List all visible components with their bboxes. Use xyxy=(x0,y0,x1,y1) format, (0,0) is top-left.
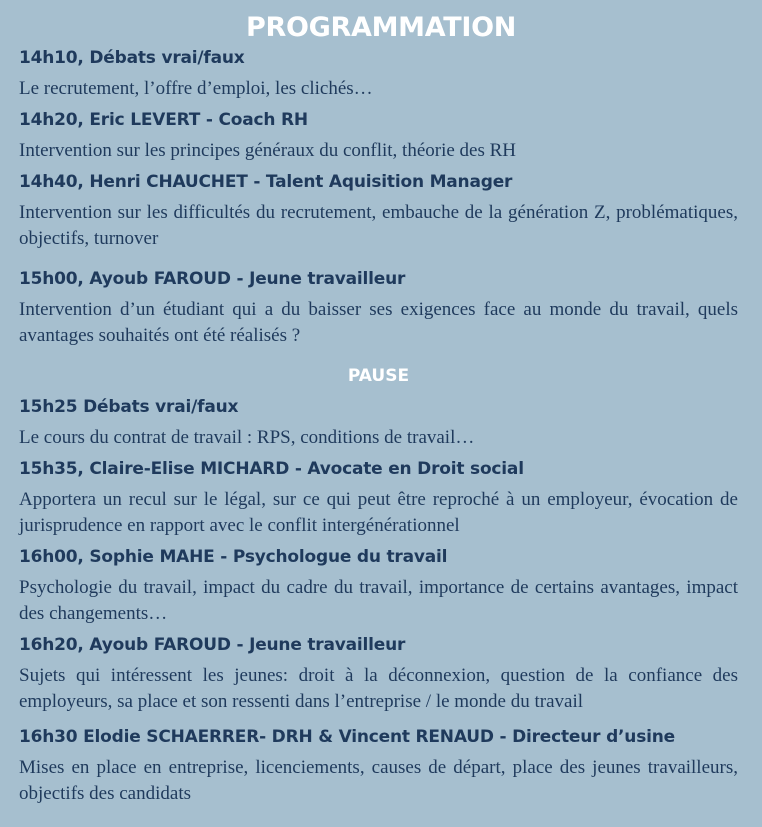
program-item xyxy=(19,634,738,715)
pause-label: PAUSE xyxy=(347,366,410,386)
item-title: 14h40, Henri CHAUCHET - Talent Aquisition Manager xyxy=(19,172,513,192)
item-title: 16h30 Elodie SCHAERRER- DRH & Vincent RENAUD - Directeur d’usine xyxy=(19,727,675,747)
item-title: 15h00, Ayoub FAROUD - Jeune travailleur xyxy=(19,269,406,289)
item-description: Mises en place en entreprise, licenciements, causes de départ, place des jeunes travailleurs, objectifs des candidats xyxy=(19,757,738,804)
item-description: Psychologie du travail, impact du cadre du travail, importance de certains avantages, impact des changements… xyxy=(19,577,738,624)
program-item xyxy=(19,458,738,539)
item-description: Le cours du contrat de travail : RPS, conditions de travail… xyxy=(19,427,475,448)
item-description: Intervention sur les difficultés du recrutement, embauche de la génération Z, problématiques, objectifs, turnover xyxy=(19,202,738,249)
item-description: Sujets qui intéressent les jeunes: droit à la déconnexion, question de la confiance des employeurs, sa place et son ressenti dans l’entreprise / le monde du travail xyxy=(19,665,738,712)
item-description: Le recrutement, l’offre d’emploi, les clichés… xyxy=(19,78,373,99)
item-description: Intervention d’un étudiant qui a du baisser ses exigences face au monde du travail, quels avantages souhaités ont été réalisés ? xyxy=(19,299,738,346)
item-description: Apportera un recul sur le légal, sur ce qui peut être reproché à un employeur, évocation de jurisprudence en rapport avec le conflit intergénérationnel xyxy=(19,489,738,536)
item-title: 14h10, Débats vrai/faux xyxy=(19,48,245,68)
program-item xyxy=(19,268,738,349)
item-title: 16h20, Ayoub FAROUD - Jeune travailleur xyxy=(19,635,406,655)
item-title: 16h00, Sophie MAHE - Psychologue du travail xyxy=(19,547,448,567)
item-title: 15h35, Claire-Elise MICHARD - Avocate en Droit social xyxy=(19,459,524,479)
page-title: PROGRAMMATION xyxy=(245,12,517,43)
item-title: 15h25 Débats vrai/faux xyxy=(19,397,239,417)
item-description: Intervention sur les principes généraux du conflit, théorie des RH xyxy=(19,140,517,161)
program-item xyxy=(19,546,738,627)
program-item xyxy=(19,47,738,102)
item-title: 14h20, Eric LEVERT - Coach RH xyxy=(19,110,308,130)
program-item xyxy=(19,726,738,807)
program-item xyxy=(19,171,738,252)
program-item xyxy=(19,396,738,451)
program-item xyxy=(19,109,738,164)
